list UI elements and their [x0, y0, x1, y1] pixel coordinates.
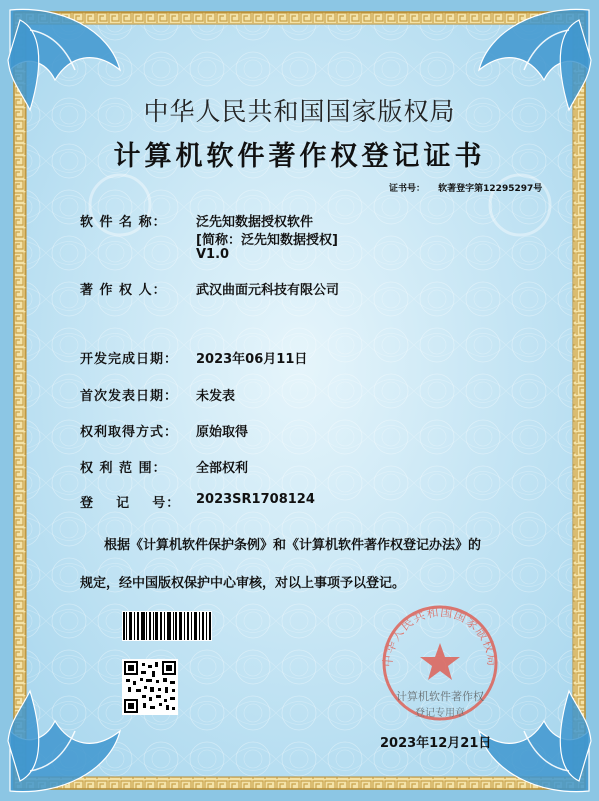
issue-date: 2023年12月21日 [380, 736, 492, 751]
certificate-title: 计算机软件著作权登记证书 [113, 141, 486, 172]
field-value-copyright-owner: 武汉曲面元科技有限公司 [196, 283, 340, 298]
field-label-software-name: 软 件 名 称： [80, 215, 167, 230]
field-label-copyright-owner: 著 作 权 人： [80, 283, 167, 298]
certificate-number-value: 软著登字第12295297号 [438, 184, 543, 194]
certificate-number [389, 181, 542, 194]
field-value-acquisition-method: 原始取得 [196, 425, 249, 440]
issuer-title: 中华人民共和国国家版权局 [143, 97, 456, 126]
star-icon [420, 643, 460, 680]
field-label-completion-date: 开发完成日期： [80, 352, 179, 367]
seal-line-2: 登记专用章 [415, 708, 465, 719]
statement-line-2: 规定，经中国版权保护中心审核，对以上事项予以登记。 [80, 576, 406, 591]
field-value-rights-scope: 全部权利 [196, 461, 249, 476]
statement-line-1: 根据《计算机软件保护条例》和《计算机软件著作权登记办法》的 [104, 538, 482, 553]
field-label-acquisition-method: 权利取得方式： [80, 425, 179, 440]
qr-code-image [122, 659, 178, 715]
field-label-publication-date: 首次发表日期： [80, 389, 179, 404]
field-label-rights-scope: 权 利 范 围： [80, 461, 167, 476]
field-value-software-short-name: [简称：泛先知数据授权] [196, 233, 338, 248]
field-value-publication-date: 未发表 [196, 389, 236, 404]
official-seal [360, 605, 520, 730]
field-value-registration-number: 2023SR1708124 [196, 492, 315, 507]
field-label-registration-number: 登 记 号： [80, 496, 181, 511]
barcode-image [122, 611, 212, 641]
field-value-software-version: V1.0 [196, 247, 230, 262]
seal-line-1: 计算机软件著作权 [396, 690, 484, 703]
field-value-software-name: 泛先知数据授权软件 [196, 215, 314, 230]
field-value-completion-date: 2023年06月11日 [196, 352, 308, 367]
certificate-number-label: 证书号： [389, 184, 426, 194]
seal-arc-text: 中华人民共和国国家版权局 [380, 605, 500, 668]
